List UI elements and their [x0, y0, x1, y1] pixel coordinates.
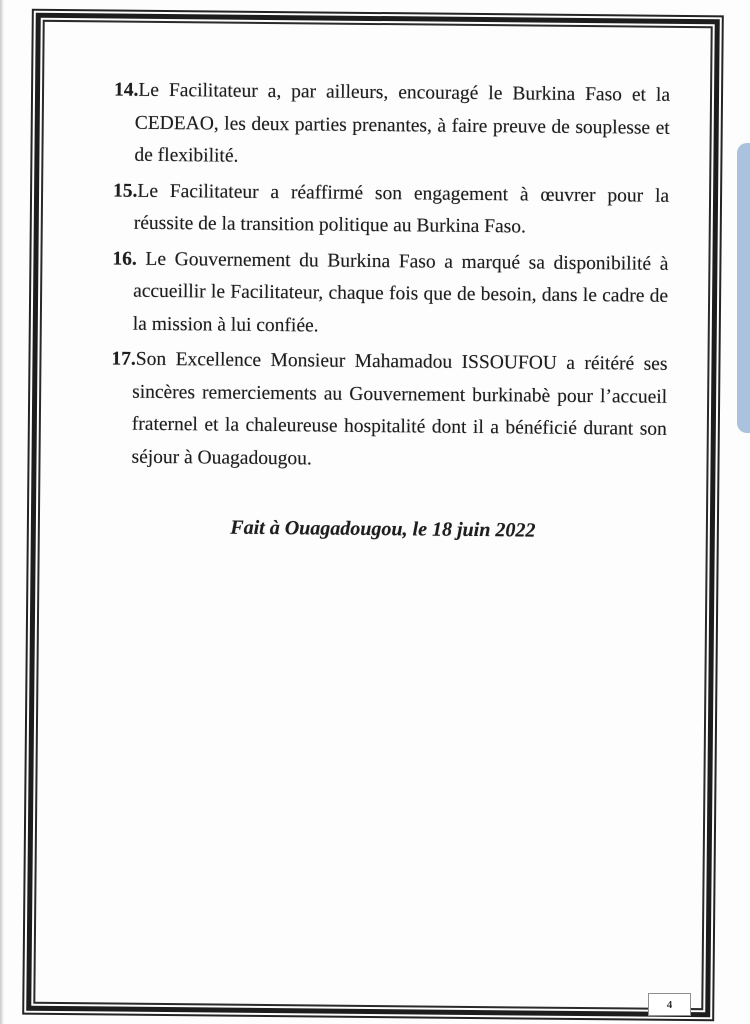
page-border-frame-inner [33, 20, 712, 1010]
document-page [22, 9, 724, 1022]
list-item-number: 14. [113, 79, 139, 101]
list-item-16 [112, 243, 669, 346]
list-item-number: 15. [113, 179, 138, 202]
dateline: Fait à Ouagadougou, le 18 juin 2022 [230, 516, 536, 542]
list-item-number: 17. [111, 348, 136, 370]
page-number: 4 [666, 998, 673, 1011]
scan-edge-artifact [0, 0, 4, 1024]
page-number-box [648, 993, 691, 1016]
list-item-text: Le Gouvernement du Burkina Faso a marqué sa disponibilité à accueillir le Facilitateur, chaque fois que de besoin, dans le cadre de la mission à lui confiée. [132, 248, 669, 336]
list-item-number: 16. [112, 247, 137, 270]
document-body [110, 74, 670, 548]
list-item-text: Son Excellence Monsieur Mahamadou ISSOUFOU a réitéré ses sincères remerciements au Gouvernement burkinabè pour l’accueil fraternel et la chaleureuse hospitalité dont il a bénéficié durant son séjour à Ouagadougou. [131, 348, 668, 469]
page-border-frame [22, 9, 724, 1022]
scrollbar-thumb[interactable] [737, 143, 750, 433]
list-item-17 [110, 343, 667, 478]
list-item-14 [113, 74, 670, 177]
list-item-text: Le Facilitateur a réaffirmé son engagement à œuvrer pour la réussite de la transition politique au Burkina Faso. [133, 180, 670, 238]
list-item-15 [113, 175, 670, 245]
list-item-text: Le Facilitateur a, par ailleurs, encouragé le Burkina Faso et la CEDEAO, les deux parties prenantes, à faire preuve de souplesse et de flexibilité. [134, 79, 671, 167]
page-border-frame-middle [26, 13, 720, 1018]
